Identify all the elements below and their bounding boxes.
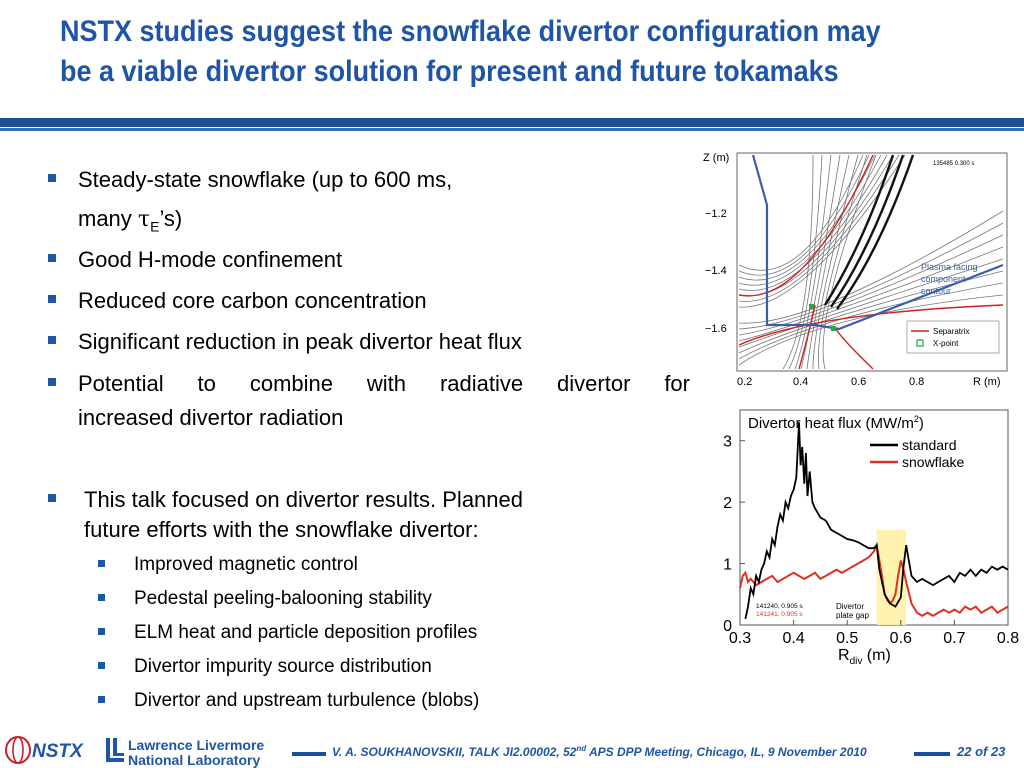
x-tick-label: 0.8 — [996, 630, 1020, 647]
legend-xpoint-label: X-point — [933, 339, 959, 348]
footer-rule-right — [914, 752, 950, 756]
footer-citation: V. A. SOUKHANOVSKII, TALK JI2.00002, 52nd APS DPP Meeting, Chicago, IL, 9 November 2010 — [332, 744, 867, 759]
y-tick-label: 2 — [723, 495, 732, 513]
eq-ylabel: Z (m) — [703, 152, 730, 164]
gap-label-2: plate gap — [836, 611, 869, 620]
sub-bullet-square-icon — [98, 594, 105, 601]
eq-xtick: 0.2 — [737, 376, 753, 388]
tau-symbol: τ — [137, 207, 151, 232]
title-divider — [0, 118, 1024, 127]
x-point-marker — [809, 304, 814, 309]
pfc-label-2: component — [921, 274, 966, 284]
eq-ytick: −1.2 — [705, 208, 727, 220]
snowflake-equilibrium-figure — [703, 145, 1019, 391]
y-tick-label: 0 — [723, 618, 732, 635]
x-tick-label: 0.6 — [889, 630, 912, 647]
bullet-square-icon — [48, 336, 56, 344]
tau-suffix: ’s) — [159, 206, 183, 231]
chart-title: Divertor heat flux $(MW/m^2)$ — [748, 414, 924, 432]
pfc-label-1: Plasma facing — [921, 262, 978, 272]
sub-bullet-square-icon — [98, 560, 105, 567]
nstx-logo-ring — [6, 737, 30, 763]
nstx-logo — [4, 734, 104, 766]
title-line-1: NSTX studies suggest the snowflake divertor configuration may — [60, 15, 881, 48]
bullet-square-icon — [48, 295, 56, 303]
llnl-logo-text: Lawrence Livermore National Laboratory — [128, 737, 265, 768]
sub-bullet-square-icon — [98, 628, 105, 635]
eq-xtick: 0.6 — [851, 376, 867, 388]
eq-ytick: −1.4 — [705, 265, 727, 277]
eq-ytick: −1.6 — [705, 323, 727, 335]
sub-bullet-square-icon — [98, 662, 105, 669]
shot-label: 135485 0.300 s — [933, 161, 975, 167]
bullet-square-icon — [48, 174, 56, 182]
eq-xtick: 0.4 — [793, 376, 809, 388]
y-tick-label: 3 — [723, 433, 732, 451]
heat-flux-chart — [710, 406, 1020, 667]
nstx-logo-inner — [13, 737, 23, 763]
tau-subscript: E — [150, 218, 160, 235]
nstx-logo-text: NSTX — [32, 741, 83, 762]
legend-snowflake-label: snowflake — [902, 454, 965, 470]
x-tick-label: 0.5 — [836, 630, 859, 647]
series-snowflake-shot: 141241, 0.905 s — [756, 611, 803, 618]
footer-rule-left — [292, 752, 326, 756]
slide-title — [60, 12, 906, 92]
chart-xlabel: $R_{div}$ (m) — [838, 647, 891, 667]
x-tick-label: 0.7 — [943, 630, 966, 647]
series-standard-shot: 141240, 0.905 s — [756, 603, 803, 610]
title-divider-accent — [0, 128, 1024, 131]
legend-standard-label: standard — [902, 437, 957, 453]
radiative-line-1: Potential to combine with radiative divertor for — [78, 371, 690, 396]
eq-xlabel: R (m) — [973, 376, 1001, 388]
bullet-square-icon — [48, 254, 56, 262]
y-tick-label: 1 — [723, 556, 732, 574]
x-point-marker-2 — [831, 326, 836, 331]
eq-xtick: 0.8 — [909, 376, 925, 388]
gap-label-1: Divertor — [836, 602, 865, 611]
x-tick-label: 0.4 — [782, 630, 805, 647]
pfc-label-3: contour — [921, 286, 952, 296]
title-line-2: be a viable divertor solution for present and future tokamaks — [60, 55, 839, 88]
bullet-square-icon — [48, 494, 56, 502]
x-tick-label: 0.3 — [728, 630, 752, 647]
sub-bullet-square-icon — [98, 696, 105, 703]
eq-legend-box — [907, 321, 999, 353]
many-text: many — [78, 206, 138, 231]
bullet-square-icon — [48, 378, 56, 386]
llnl-logo-icon — [104, 736, 126, 764]
page-number: 22 of 23 — [957, 744, 1006, 759]
legend-separatrix-label: Separatrix — [933, 327, 970, 336]
